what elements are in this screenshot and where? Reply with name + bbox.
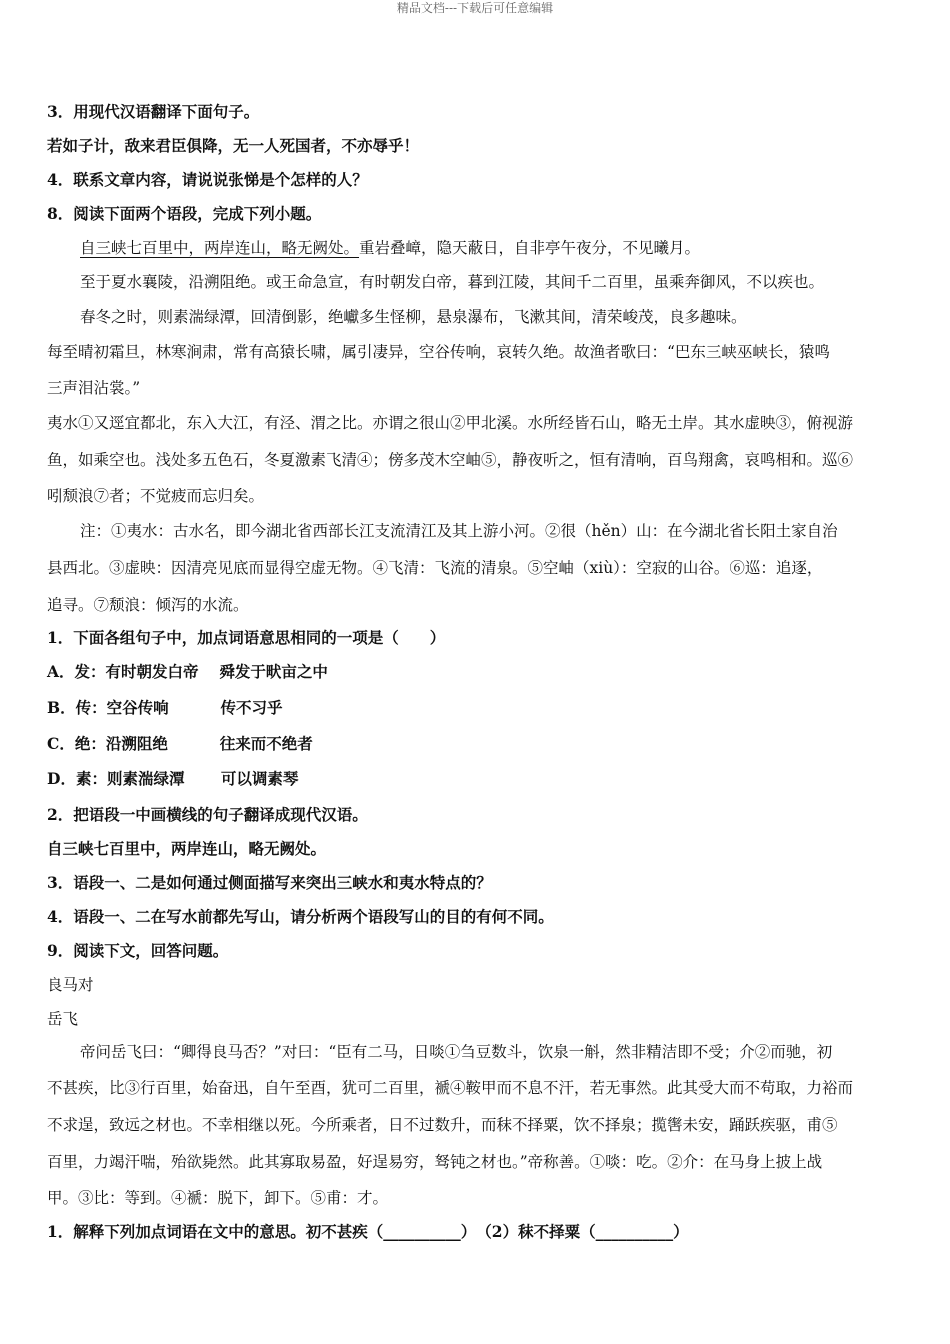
text-line: 甲。③比：等到。④褫：脱下，卸下。⑤甫：才。 bbox=[47, 1189, 389, 1207]
text-line: 8．阅读下面两个语段，完成下列小题。 bbox=[47, 204, 322, 223]
text-line: 吲颓浪⑦者；不觉疲而忘归矣。 bbox=[47, 487, 265, 505]
text-line: 至于夏水襄陵，沿溯阻绝。或王命急宣，有时朝发白帝，暮到江陵，其间千二百里，虽乘奔御风，不以疾也。 bbox=[80, 273, 825, 291]
text-line: 县西北。③虚映：因清亮见底而显得空虚无物。④飞清：飞流的清泉。⑤空岫（xiù）：空寂的山谷。⑥巡：追逐， bbox=[47, 559, 823, 577]
underlined-sentence: 自三峡七百里中，两岸连山，略无阙处。 bbox=[80, 239, 360, 257]
text-line: 若如子计，敌来君臣俱降，无一人死国者，不亦辱乎！ bbox=[47, 136, 420, 155]
text-line: 良马对 bbox=[47, 976, 94, 994]
text-line: 春冬之时，则素湍绿潭，回清倒影，绝巘多生怪柳，悬泉瀑布，飞漱其间，清荣峻茂，良多趣味。 bbox=[80, 308, 747, 326]
text-line: 帝问岳飞曰：“卿得良马否？”对曰：“臣有二马，日啖①刍豆数斗，饮泉一斛，然非精洁即不受；介②而驰，初 bbox=[80, 1043, 833, 1061]
text-line: 4．联系文章内容，请说说张悌是个怎样的人？ bbox=[47, 170, 368, 189]
text-line: 三声泪沾裳。” bbox=[47, 379, 141, 397]
text-line: 自三峡七百里中，两岸连山，略无阙处。 bbox=[47, 839, 327, 858]
text-line: 注：①夷水：古水名，即今湖北省西部长江支流清江及其上游小河。②很（hěn）山：在今湖北省长阳土家自治 bbox=[80, 522, 838, 540]
text-line: 每至晴初霜旦，林寒涧肃，常有高猿长啸，属引凄异，空谷传响，哀转久绝。故渔者歌曰：“巴东三峡巫峡长，猿鸣 bbox=[47, 343, 830, 361]
text-line: B．传：空谷传响 传不习乎 bbox=[47, 698, 283, 717]
text-line: C．绝：沿溯阻绝 往来而不绝者 bbox=[47, 734, 313, 753]
text-line: 鱼，如乘空也。浅处多五色石，冬夏激素飞清④；傍多茂木空岫⑤，静夜听之，恒有清响，百鸟翔禽，哀鸣相和。巡⑥ bbox=[47, 451, 854, 469]
text-line: 3．语段一、二是如何通过侧面描写来突出三峡水和夷水特点的？ bbox=[47, 873, 492, 892]
text-line: 9．阅读下文，回答问题。 bbox=[47, 941, 229, 960]
text-line: 1．解释下列加点词语在文中的意思。初不甚疾（__________） （2）秣不择粟（__________） bbox=[47, 1222, 689, 1241]
text-line: 追寻。⑦颓浪：倾泻的水流。 bbox=[47, 596, 249, 614]
text-line: 1．下面各组句子中，加点词语意思相同的一项是（ ） bbox=[47, 628, 446, 647]
page-header: 精品文档---下载后可任意编辑 bbox=[396, 1, 554, 15]
text-line: 2．把语段一中画横线的句子翻译成现代汉语。 bbox=[47, 805, 368, 824]
text-line: 百里，力竭汗喘，殆欲毙然。此其寡取易盈，好逞易穷，驽钝之材也。”帝称善。①啖：吃。②介：在马身上披上战 bbox=[47, 1153, 823, 1171]
text-line: A．发：有时朝发白帝 舜发于畎亩之中 bbox=[47, 662, 328, 681]
text-line: 自三峡七百里中，两岸连山，略无阙处。重岩叠嶂，隐天蔽日，自非亭午夜分，不见曦月。 bbox=[80, 239, 701, 257]
text-line: 岳飞 bbox=[47, 1010, 79, 1028]
text-line: 3．用现代汉语翻译下面句子。 bbox=[47, 102, 260, 121]
text-line: 不甚疾，比③行百里，始奋迅，自午至酉，犹可二百里，褫④鞍甲而不息不汗，若无事然。此其受大而不苟取，力裕而 bbox=[47, 1079, 854, 1097]
text-line: 4．语段一、二在写水前都先写山，请分析两个语段写山的目的有何不同。 bbox=[47, 907, 554, 926]
text-line: D．素：则素湍绿潭 可以调素琴 bbox=[47, 769, 299, 788]
text-line: 夷水①又逕宜都北，东入大江，有泾、渭之比。亦谓之很山②甲北溪。水所经皆石山，略无土岸。其水虚映③，俯视游 bbox=[47, 414, 854, 432]
text-line: 不求逞，致远之材也。不幸相继以死。今所乘者，日不过数升，而秣不择粟，饮不择泉；揽辔未安，踊跃疾驱，甫⑤ bbox=[47, 1116, 838, 1134]
